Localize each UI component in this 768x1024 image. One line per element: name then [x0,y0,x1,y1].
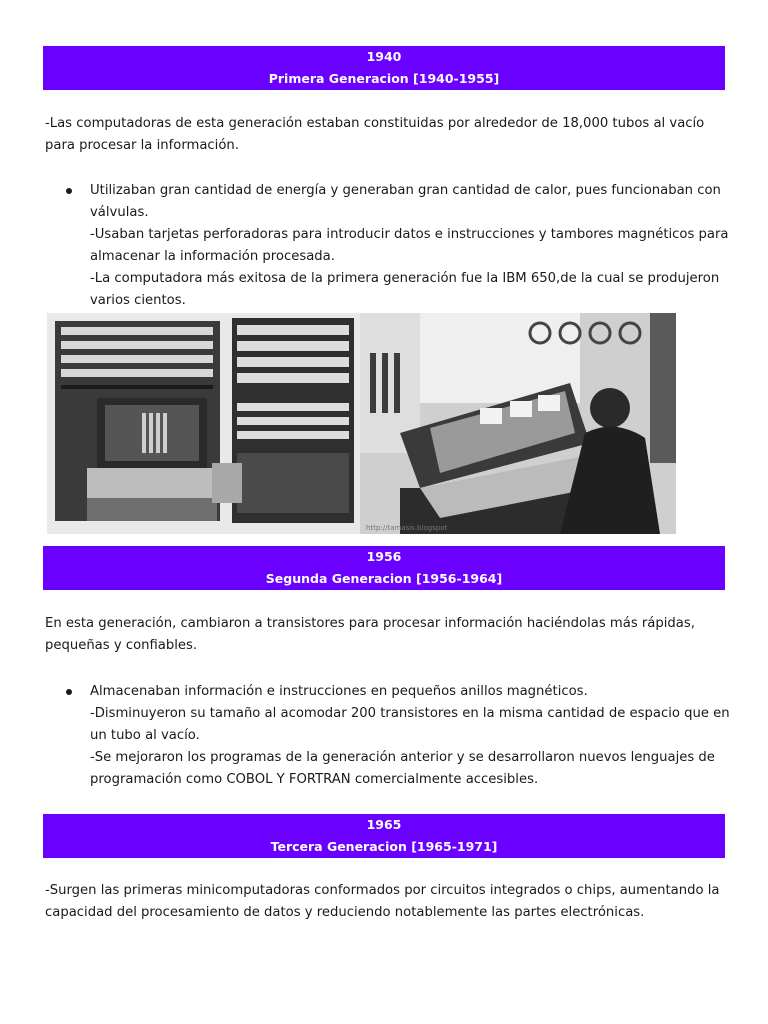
bullet-line: -Disminuyeron su tamaño al acomodar 200 transistores en la misma cantidad de espacio que en un tubo al vacío. [90,706,730,743]
bullet-line: -Usaban tarjetas perforadoras para introducir datos e instrucciones y tambores magnéticos para almacenar la información procesada. [90,227,729,264]
bullet-icon [66,689,72,695]
section-title: Segunda Generacion [1956-1964] [265,571,503,586]
bullet-line: -Se mejoraron los programas de la generación anterior y se desarrollaron nuevos lenguajes de programación como COBOL Y FORTRAN comercialmente accesibles. [90,750,715,787]
section-header-1 [43,46,725,90]
section-title: Primera Generacion [1940-1955] [268,71,500,86]
bullet-line: Almacenaban información e instrucciones en pequeños anillos magnéticos. [90,684,588,699]
watermark-text: http://tamasis.blogspot [366,524,448,532]
photo-vacuum-tube-computer [47,313,360,534]
bullet-icon [66,188,72,194]
bullet-line: Utilizaban gran cantidad de energía y generaban gran cantidad de calor, pues funcionaban con válvulas. [90,183,721,220]
section-year: 1956 [366,549,402,564]
section-header-2 [43,546,725,590]
section-intro: -Las computadoras de esta generación estaban constituidas por alrededor de 18,000 tubos al vacío para procesar la información. [45,116,705,153]
section-intro: En esta generación, cambiaron a transistores para procesar información haciéndolas más rápidas, pequeñas y confiables. [45,616,695,653]
section-header-3 [43,814,725,858]
photo-ibm-console-operator [360,313,676,534]
section-year: 1965 [366,817,402,832]
bullet-line: -La computadora más exitosa de la primera generación fue la IBM 650,de la cual se produjeron varios cientos. [90,271,720,308]
bullet-list-item [90,681,730,791]
section-intro: -Surgen las primeras minicomputadoras conformados por circuitos integrados o chips, aumentando la capacidad del procesamiento de datos y reduciendo notablemente las partes electrónicas. [45,883,720,920]
bullet-list-item [90,180,730,312]
section-year: 1940 [366,49,402,64]
section-title: Tercera Generacion [1965-1971] [270,839,498,854]
